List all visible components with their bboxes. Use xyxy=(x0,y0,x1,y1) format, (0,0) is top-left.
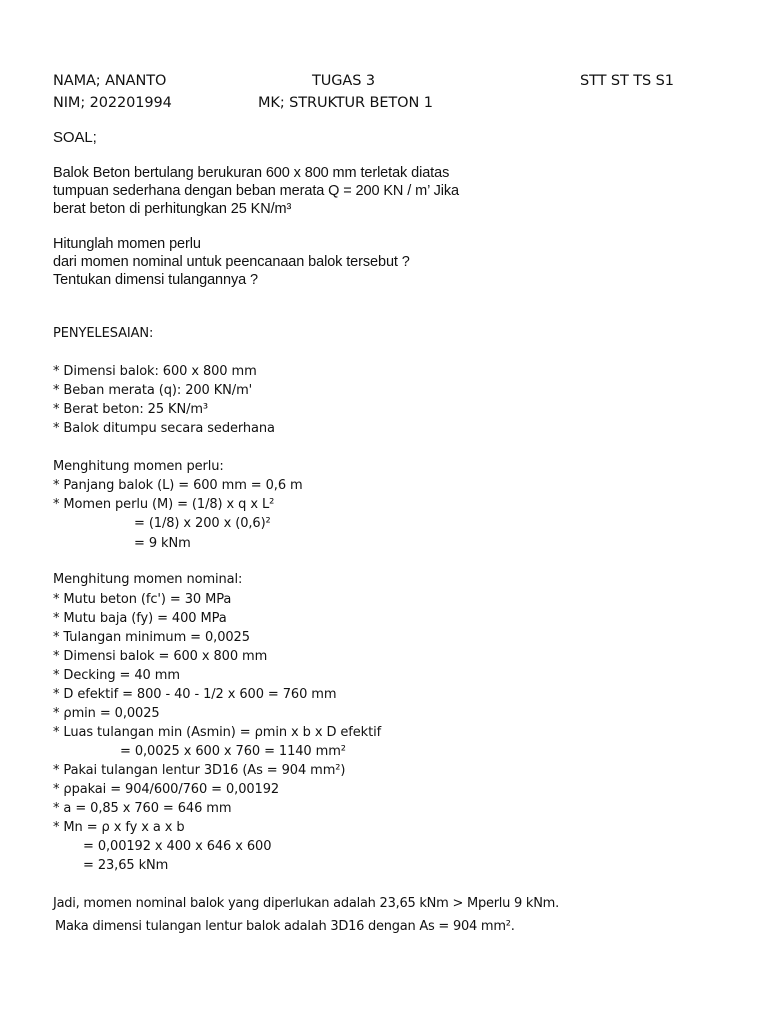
problem-heading: SOAL; xyxy=(53,129,97,146)
calc-line: * Decking = 40 mm xyxy=(53,668,180,683)
calc-continuation: = 9 kNm xyxy=(134,536,191,551)
calc-line: * D efektif = 800 - 40 - 1/2 x 600 = 760 mm xyxy=(53,687,337,702)
problem-question-line: Hitunglah momen perlu xyxy=(53,236,201,252)
calc-line: * ρmin = 0,0025 xyxy=(53,706,160,721)
conclusion-line: Jadi, momen nominal balok yang diperlukan adalah 23,65 kNm > Mperlu 9 kNm. xyxy=(53,896,559,911)
given-item: * Dimensi balok: 600 x 800 mm xyxy=(53,364,257,379)
calc-line: * Panjang balok (L) = 600 mm = 0,6 m xyxy=(53,478,303,493)
calc-continuation: = (1/8) x 200 x (0,6)² xyxy=(134,516,271,531)
calc-line: * Luas tulangan min (Asmin) = ρmin x b x D efektif xyxy=(53,725,382,740)
calc-continuation: = 0,0025 x 600 x 760 = 1140 mm² xyxy=(120,744,346,759)
problem-question-line: dari momen nominal untuk peencanaan balok tersebut ? xyxy=(53,254,410,270)
calc-line: * Momen perlu (M) = (1/8) x q x L² xyxy=(53,497,275,512)
calc-line: * a = 0,85 x 760 = 646 mm xyxy=(53,801,232,816)
required-moment-heading: Menghitung momen perlu: xyxy=(53,459,224,474)
problem-statement-line: berat beton di perhitungkan 25 KN/m³ xyxy=(53,201,292,217)
given-item: * Balok ditumpu secara sederhana xyxy=(53,421,275,436)
institution-label: STT ST TS S1 xyxy=(580,73,674,89)
calc-line: * Mutu beton (fc') = 30 MPa xyxy=(53,592,232,607)
calc-continuation: = 23,65 kNm xyxy=(83,858,169,873)
calc-line: * Pakai tulangan lentur 3D16 (As = 904 mm²) xyxy=(53,763,346,778)
calc-line: * Tulangan minimum = 0,0025 xyxy=(53,630,250,645)
calc-line: * ρpakai = 904/600/760 = 0,00192 xyxy=(53,782,280,797)
calc-line: * Mn = ρ x fy x a x b xyxy=(53,820,185,835)
problem-statement-line: tumpuan sederhana dengan beban merata Q = 200 KN / m’ Jika xyxy=(53,183,459,199)
problem-question-line: Tentukan dimensi tulangannya ? xyxy=(53,272,258,288)
nominal-moment-heading: Menghitung momen nominal: xyxy=(53,572,243,587)
calc-continuation: = 0,00192 x 400 x 646 x 600 xyxy=(83,839,272,854)
calc-line: * Mutu baja (fy) = 400 MPa xyxy=(53,611,227,626)
student-id: NIM; 202201994 xyxy=(53,95,172,111)
student-name: NAMA; ANANTO xyxy=(53,73,167,89)
problem-statement-line: Balok Beton bertulang berukuran 600 x 800 mm terletak diatas xyxy=(53,165,450,181)
solution-heading: PENYELESAIAN: xyxy=(53,326,154,341)
calc-line: * Dimensi balok = 600 x 800 mm xyxy=(53,649,268,664)
conclusion-line: Maka dimensi tulangan lentur balok adalah 3D16 dengan As = 904 mm². xyxy=(55,919,515,934)
course-name: MK; STRUKTUR BETON 1 xyxy=(258,95,433,111)
assignment-title: TUGAS 3 xyxy=(312,73,375,89)
given-item: * Berat beton: 25 KN/m³ xyxy=(53,402,209,417)
given-item: * Beban merata (q): 200 KN/m' xyxy=(53,383,253,398)
